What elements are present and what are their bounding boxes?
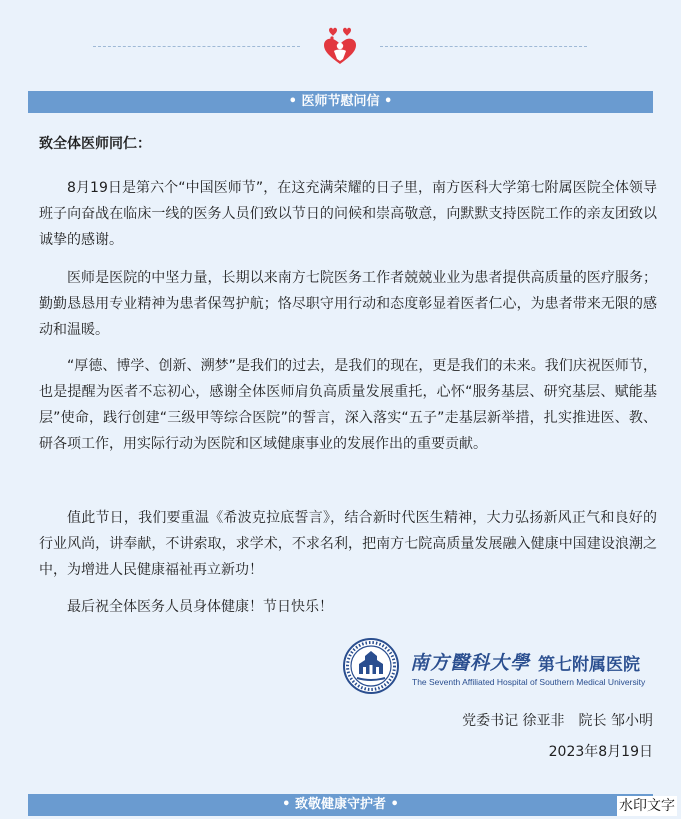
sign-date: 2023年8月19日 [548, 744, 653, 760]
hospital-name: 第七附属医院 [538, 655, 640, 675]
letter-paragraph: 医师是医院的中坚力量，长期以来南方七院医务工作者兢兢业业为患者提供高质量的医疗服务；勤勤恳恳用专业精神为患者保驾护航；恪尽职守用行动和态度彰显着医者仁心，为患者带来无限的感动和温暖。 [39, 270, 657, 338]
footer-banner: • 致敬健康守护者 • [28, 794, 653, 816]
signers: 党委书记 徐亚非 院长 邹小明 [462, 713, 653, 729]
hospital-name-english: The Seventh Affiliated Hospital of Southern Medical University [412, 677, 646, 687]
header-banner: • 医师节慰问信 • [28, 91, 653, 113]
hospital-seal-icon [343, 638, 399, 694]
letter-paragraph: “厚德、博学、创新、溯梦”是我们的过去，是我们的现在，更是我们的未来。我们庆祝医师节，也是提醒为医者不忘初心，感谢全体医师肩负高质量发展重托，心怀“服务基层、研究基层、赋能基层”使命，践行创建“三级甲等综合医院”的誓言，深入落实“五子”走基层新举措，扎实推进医、教、研各项工作，用实际行动为医院和区域健康事业的发展作出的重要贡献。 [39, 358, 657, 452]
letter-paragraph: 8月19日是第六个“中国医师节”，在这充满荣耀的日子里，南方医科大学第七附属医院全体领导班子向奋战在临床一线的医务人员们致以节日的问候和崇高敬意，向默默支持医院工作的亲友团致以诚挚的感谢。 [39, 180, 657, 248]
header-divider-right [380, 46, 587, 47]
letter-paragraph: 最后祝全体医务人员身体健康！节日快乐！ [67, 599, 333, 615]
header-divider-left [93, 46, 300, 47]
university-name-logo: 南方醫科大學 [410, 652, 531, 674]
salutation: 致全体医师同仁： [39, 136, 151, 152]
watermark-text: 水印文字 [619, 798, 675, 814]
letter-paragraph: 值此节日，我们要重温《希波克拉底誓言》，结合新时代医生精神，大力弘扬新风正气和良好的行业风尚，讲奉献，不讲索取，求学术，不求名利，把南方七院高质量发展融入健康中国建设浪潮之中，为增进人民健康福祉再立新功！ [39, 510, 657, 578]
heart-family-icon [319, 24, 361, 66]
